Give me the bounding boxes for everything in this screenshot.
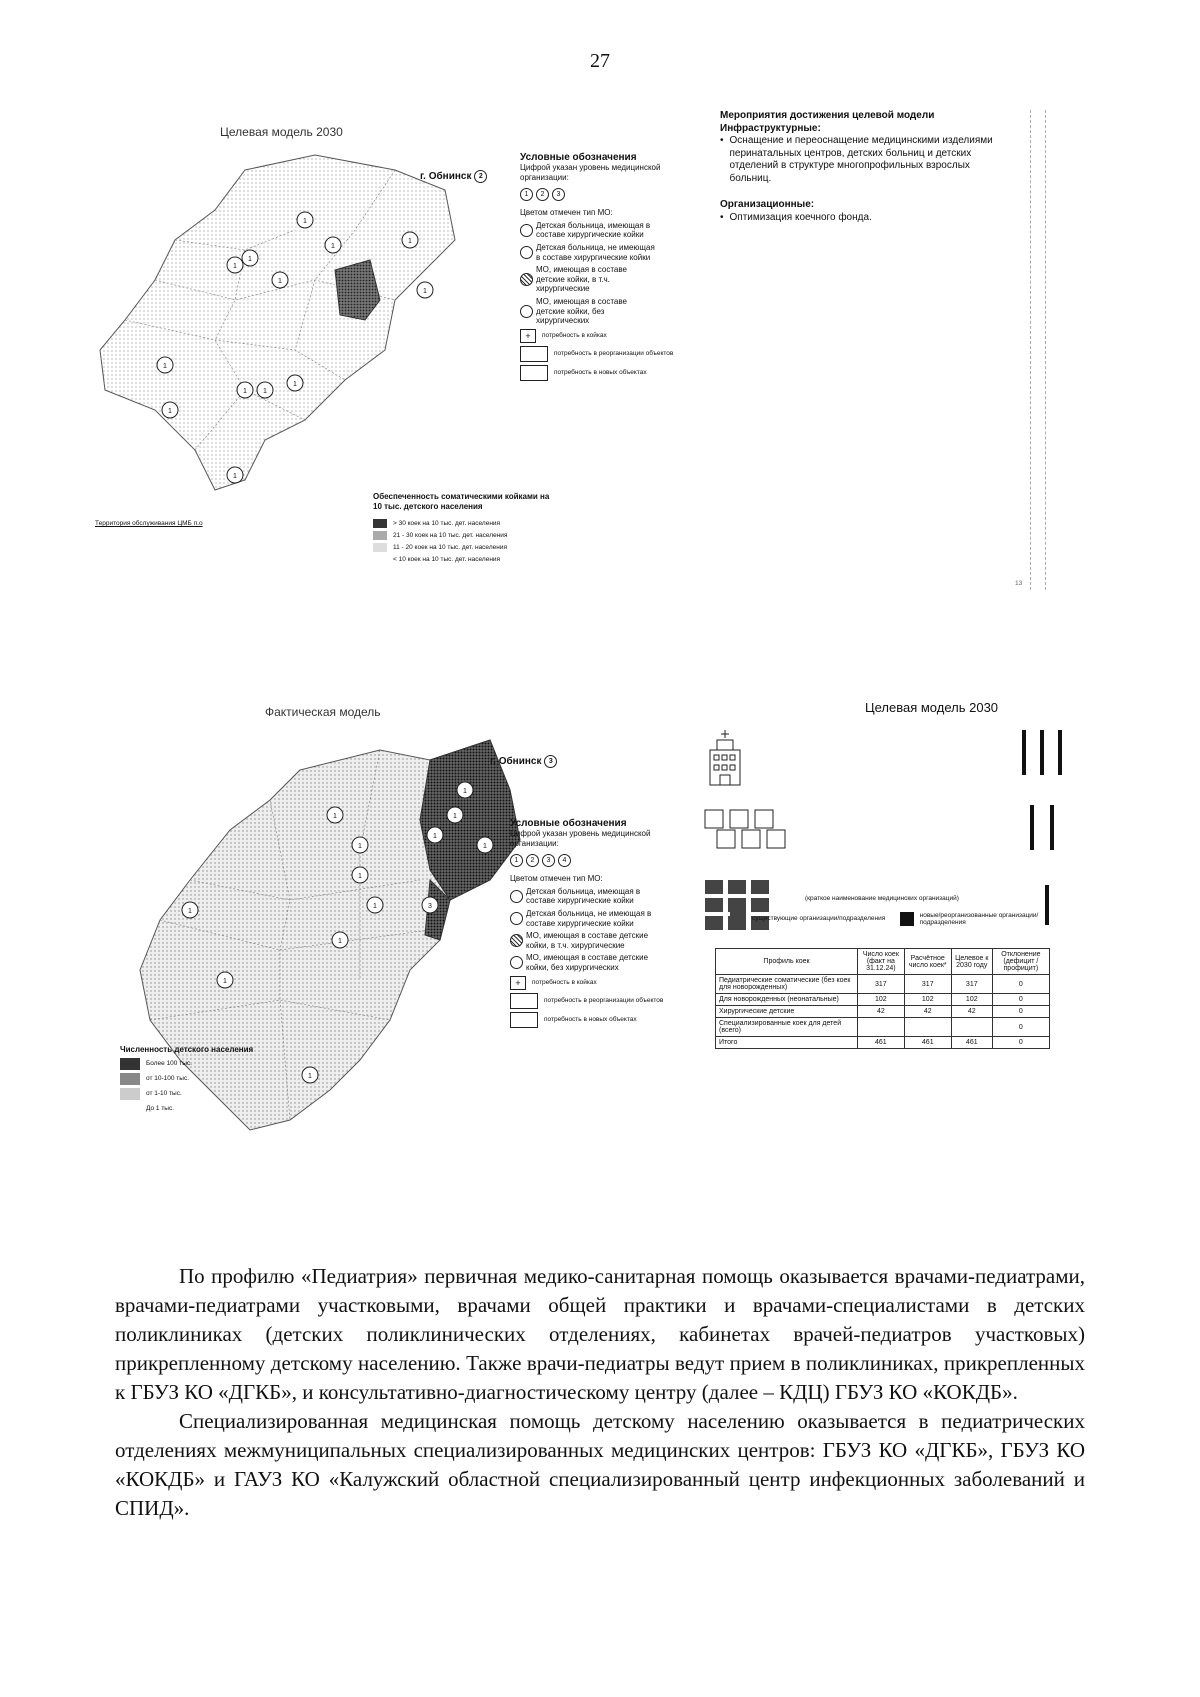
swatch-icon bbox=[120, 1073, 140, 1085]
infra-item: • Оснащение и переоснащение медицинскими изделиями перинатальных центров, детских больниц и детских отделений в структуре многопрофильных взрослых больниц. bbox=[720, 135, 993, 184]
slide-number: 13 bbox=[1015, 580, 1023, 587]
bar-markers bbox=[1022, 730, 1062, 925]
new-legend: новые/реорганизованные организации/подразделения bbox=[900, 912, 1060, 927]
circle-icon bbox=[520, 305, 533, 318]
legend-type-2: Детская больница, не имеющая в составе хирургические койки bbox=[510, 909, 690, 928]
legend-type-3: МО, имеющая в составе детские койки, в т.ч. хирургические bbox=[520, 265, 780, 294]
svg-text:1: 1 bbox=[433, 833, 437, 840]
provision-item: 11 - 20 коек на 10 тыс. дет. населения bbox=[373, 543, 553, 552]
swatch-icon bbox=[373, 543, 387, 552]
hatched-circle-icon bbox=[510, 934, 523, 947]
frame-icon bbox=[520, 346, 548, 362]
svg-text:1: 1 bbox=[278, 278, 282, 285]
swatch-icon bbox=[120, 1088, 140, 1100]
table-row: Хирургические детские 42 42 42 0 bbox=[716, 1006, 1050, 1018]
circle-icon bbox=[510, 912, 523, 925]
legend-digit-note: Цифрой указан уровень медицинской организации: bbox=[510, 829, 651, 848]
legend-need-reorg: потребность в реорганизации объектов bbox=[510, 993, 690, 1009]
svg-text:1: 1 bbox=[248, 256, 252, 263]
infra-title: Инфраструктурные: bbox=[720, 122, 821, 134]
level-4-marker: 4 bbox=[558, 854, 571, 867]
svg-text:1: 1 bbox=[233, 473, 237, 480]
legend-color-note: Цветом отмечен тип МО: bbox=[510, 874, 603, 884]
frame-icon bbox=[510, 993, 538, 1009]
svg-text:1: 1 bbox=[408, 238, 412, 245]
svg-text:1: 1 bbox=[483, 843, 487, 850]
existing-icon bbox=[730, 912, 746, 926]
legend-type-4: МО, имеющая в составе детские койки, без хирургических bbox=[510, 953, 690, 972]
legend-type-4: МО, имеющая в составе детские койки, без хирургических bbox=[520, 297, 780, 326]
map-title: Целевая модель 2030 bbox=[220, 125, 343, 139]
hatched-circle-icon bbox=[520, 273, 533, 286]
svg-text:1: 1 bbox=[303, 218, 307, 225]
slide-fact-vs-target bbox=[110, 700, 1110, 1210]
svg-text:1: 1 bbox=[358, 843, 362, 850]
city-label: г. Обнинск 3 bbox=[490, 755, 560, 769]
provision-item: > 30 коек на 10 тыс. дет. населения bbox=[373, 519, 553, 528]
slide-target-model bbox=[95, 110, 1115, 640]
svg-text:1: 1 bbox=[333, 813, 337, 820]
legend-levels bbox=[510, 852, 690, 870]
population-item: от 1-10 тыс. bbox=[120, 1088, 270, 1100]
legend-type-2: Детская больница, не имеющая в составе хирургические койки bbox=[520, 243, 780, 262]
svg-text:1: 1 bbox=[293, 381, 297, 388]
legend-need-beds: + потребность в койках bbox=[510, 976, 690, 990]
page-number: 27 bbox=[590, 50, 610, 72]
table-row: Специализированные коек для детей (всего) 0 bbox=[716, 1018, 1050, 1037]
legend-title: Условные обозначения bbox=[510, 818, 627, 829]
frame-icon bbox=[510, 1012, 538, 1028]
circle-icon bbox=[510, 956, 523, 969]
svg-text:1: 1 bbox=[423, 288, 427, 295]
swatch-icon bbox=[120, 1103, 140, 1115]
legend-need-reorg: потребность в реорганизации объектов bbox=[520, 346, 780, 362]
level-1-marker: 1 bbox=[510, 854, 523, 867]
swatch-icon bbox=[373, 555, 387, 564]
provision-item: < 10 коек на 10 тыс. дет. населения bbox=[373, 555, 553, 564]
svg-text:3: 3 bbox=[428, 903, 432, 910]
svg-text:1: 1 bbox=[453, 813, 457, 820]
table-header: Профиль коек Число коек (факт на 31.12.24) Расчётное число коек* Целевое к 2030 году Отклонение (дефицит / профицит) bbox=[716, 949, 1050, 975]
svg-text:1: 1 bbox=[463, 788, 467, 795]
legend-title: Условные обозначения bbox=[520, 152, 637, 163]
region-map bbox=[95, 150, 515, 530]
city-level-marker: 3 bbox=[544, 755, 557, 768]
population-item: от 10-100 тыс. bbox=[120, 1073, 270, 1085]
legend-type-1: Детская больница, имеющая в составе хирургические койки bbox=[510, 887, 690, 906]
level-2-marker: 2 bbox=[536, 188, 549, 201]
org-title: Организационные: bbox=[720, 199, 815, 210]
population-item: Более 100 тыс. bbox=[120, 1058, 270, 1070]
right-title: Целевая модель 2030 bbox=[865, 700, 999, 715]
level-3-marker: 3 bbox=[552, 188, 565, 201]
measures-title: Мероприятия достижения целевой модели bbox=[720, 110, 935, 121]
svg-text:1: 1 bbox=[308, 1073, 312, 1080]
legend bbox=[510, 818, 690, 1031]
population-item: До 1 тыс. bbox=[120, 1103, 270, 1115]
svg-text:1: 1 bbox=[233, 263, 237, 270]
table-row: Педиатрические соматические (без коек для новорожденных) 317 317 317 0 bbox=[716, 975, 1050, 994]
paragraph: По профилю «Педиатрия» первичная медико-санитарная помощь оказывается врачами-педиатрами, врачами-педиатрами участковыми, врачами общей практики и врачами-специалистами в детских поликлиниках (детских поликлинических отделениях, кабинетах врачей-педиатров участковых) прикрепленному детскому населению. Также врачи-педиатры ведут прием в поликлиниках, прикрепленных к ГБУЗ КО «ДГКБ», и консультативно-диагностическому центру (далее – КДЦ) ГБУЗ КО «КОКДБ». bbox=[115, 1264, 1085, 1404]
swatch-icon bbox=[373, 519, 387, 528]
svg-text:1: 1 bbox=[243, 388, 247, 395]
table-row: Итого 461 461 461 0 bbox=[716, 1037, 1050, 1049]
legend-need-new: потребность в новых объектах bbox=[520, 365, 780, 381]
svg-text:1: 1 bbox=[223, 978, 227, 985]
frame-icon bbox=[520, 365, 548, 381]
population-legend bbox=[120, 1045, 270, 1118]
svg-text:1: 1 bbox=[331, 243, 335, 250]
plus-icon: + bbox=[510, 976, 526, 990]
circle-icon bbox=[520, 224, 533, 237]
measures-block bbox=[720, 110, 1010, 224]
svg-text:1: 1 bbox=[168, 408, 172, 415]
legend-color-note: Цветом отмечен тип МО: bbox=[520, 208, 613, 218]
hospital-icon bbox=[710, 730, 740, 785]
city-label: г. Обнинск 2 bbox=[420, 170, 490, 184]
legend-need-beds: + потребность в койках bbox=[520, 329, 780, 343]
circle-icon bbox=[520, 246, 533, 259]
level-2-marker: 2 bbox=[526, 854, 539, 867]
building-icons bbox=[705, 810, 785, 848]
level-1-marker: 1 bbox=[520, 188, 533, 201]
svg-text:1: 1 bbox=[358, 873, 362, 880]
beds-table bbox=[715, 948, 1050, 1049]
city-level-marker: 2 bbox=[474, 170, 487, 183]
circle-icon bbox=[510, 890, 523, 903]
org-item: • Оптимизация коечного фонда. bbox=[720, 211, 872, 223]
new-icon bbox=[900, 912, 914, 926]
svg-text:1: 1 bbox=[373, 903, 377, 910]
existing-legend: существующие организации/подразделения bbox=[730, 912, 890, 926]
provision-item: 21 - 30 коек на 10 тыс. дет. населения bbox=[373, 531, 553, 540]
svg-text:1: 1 bbox=[263, 388, 267, 395]
territory-note: Территория обслуживания ЦМБ п.о bbox=[95, 520, 203, 527]
swatch-icon bbox=[373, 531, 387, 540]
legend-digit-note: Цифрой указан уровень медицинской организации: bbox=[520, 163, 661, 182]
provision-title: Обеспеченность соматическими койками на 10 тыс. детского населения bbox=[373, 492, 550, 511]
slide-edge bbox=[1030, 110, 1046, 590]
legend-type-3: МО, имеющая в составе детские койки, в т.ч. хирургические bbox=[510, 931, 690, 950]
left-title: Фактическая модель bbox=[265, 705, 381, 719]
svg-text:1: 1 bbox=[188, 908, 192, 915]
legend-type-1: Детская больница, имеющая в составе хирургические койки bbox=[520, 221, 780, 240]
table-row: Для новорожденных (неонатальные) 102 102 102 0 bbox=[716, 994, 1050, 1006]
org-caption: (краткое наименование медицинских организаций) bbox=[805, 895, 959, 902]
legend-need-new: потребность в новых объектах bbox=[510, 1012, 690, 1028]
plus-icon: + bbox=[520, 329, 536, 343]
svg-text:1: 1 bbox=[163, 363, 167, 370]
population-title: Численность детского населения bbox=[120, 1045, 254, 1054]
level-3-marker: 3 bbox=[542, 854, 555, 867]
paragraph: Специализированная медицинская помощь детскому населению оказывается в педиатрических отделениях межмуниципальных специализированных медицинских центров: ГБУЗ КО «ДГКБ», ГБУЗ КО «КОКДБ» и ГАУЗ КО «Калужский областной специализированный центр инфекционных заболеваний и СПИД». bbox=[115, 1409, 1085, 1520]
provision-legend bbox=[373, 492, 553, 567]
swatch-icon bbox=[120, 1058, 140, 1070]
body-text bbox=[115, 1262, 1085, 1523]
svg-text:1: 1 bbox=[338, 938, 342, 945]
